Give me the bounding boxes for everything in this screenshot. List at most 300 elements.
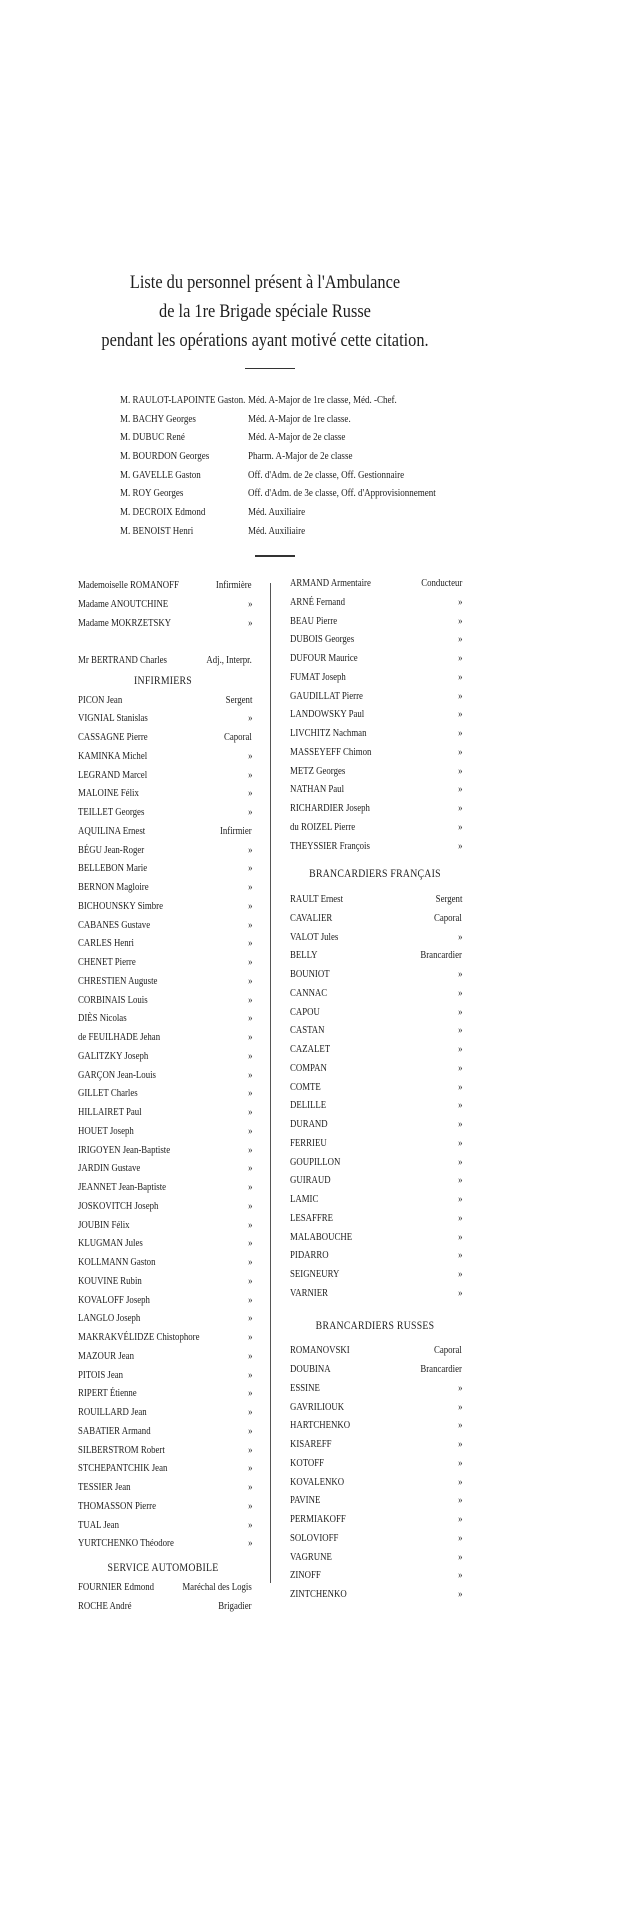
person-name: KISAREFF [290,1438,332,1450]
staff-row [120,466,520,485]
infirmiers-heading: INFIRMIERS [134,674,192,687]
person-name: CHENET Pierre [78,956,136,968]
list-item [290,1454,460,1473]
person-name: KOVALENKO [290,1475,345,1488]
list-item [78,632,248,651]
list-item [78,1234,252,1253]
list-item [290,965,460,984]
person-name: PAVINE [290,1494,321,1507]
list-item [78,1403,252,1422]
list-item [78,747,252,766]
list-item [290,1153,460,1172]
list-item [78,934,252,953]
person-name: CASTAN [290,1024,325,1037]
person-role: » [457,1494,462,1507]
list-item [78,691,252,710]
staff-name: M. BACHY Georges [120,412,196,425]
person-role: » [247,1218,252,1231]
staff-row [120,391,520,410]
person-name: ROUILLARD Jean [78,1406,147,1418]
person-role: » [457,1286,462,1299]
person-role: » [247,1406,252,1418]
person-name: KOVALOFF Joseph [78,1293,150,1306]
list-item [290,1078,460,1097]
list-item [290,1529,460,1548]
person-name: BEAU Pierre [290,614,338,627]
title-ornament [245,368,295,369]
person-name: LIVCHITZ Nachman [290,727,367,739]
staff-row [120,428,520,447]
person-name: STCHEPANTCHIK Jean [78,1462,168,1475]
person-role: » [457,1531,462,1544]
person-name: KLUGMAN Jules [78,1237,143,1250]
person-role: » [247,1106,252,1118]
list-item [78,651,252,670]
person-name: SILBERSTROM Robert [78,1443,165,1456]
person-name: MASSEYEFF Chimon [290,745,372,758]
person-role: Infirmier [220,824,252,837]
person-role: » [247,1087,252,1100]
person-role: » [457,1155,462,1168]
person-role: » [247,1124,252,1137]
person-role: » [247,881,252,893]
person-name: TESSIER Jean [78,1481,131,1493]
person-role: » [247,1012,252,1025]
list-item [290,1209,460,1228]
person-name: GAUDILLAT Pierre [290,689,363,702]
staff-row [120,522,520,541]
person-role: » [247,1312,252,1325]
list-item [78,803,252,822]
person-name: Mademoiselle ROMANOFF [78,579,179,591]
right-column [290,574,460,1604]
person-name: BERNON Magloire [78,881,149,893]
person-role: » [457,1475,462,1488]
staff-row [120,447,520,466]
person-name: DUBOIS Georges [290,633,355,646]
list-item [290,705,460,724]
list-item [290,687,460,706]
person-role: » [457,1588,462,1600]
person-name: PERMIAKOFF [290,1513,346,1525]
person-role: » [247,1462,252,1475]
person-role: » [247,1274,252,1287]
list-item [78,1122,252,1141]
person-role: » [457,802,462,814]
person-role: » [247,1443,252,1456]
person-name: TEILLET Georges [78,806,145,818]
person-role: » [457,783,462,796]
list-item [78,972,252,991]
list-item [290,780,460,799]
person-name: DUFOUR Maurice [290,652,358,664]
person-role: » [457,1061,462,1074]
person-role: » [247,1143,252,1156]
list-item [78,766,252,785]
person-name: GILLET Charles [78,1087,138,1100]
person-name: JOSKOVITCH Joseph [78,1199,159,1212]
list-item [78,1253,252,1272]
person-role: » [457,1118,462,1130]
document-title [89,268,442,355]
list-item [290,1548,460,1567]
person-role: » [457,1043,462,1055]
list-item [290,890,460,909]
person-role: » [457,1569,462,1582]
person-name: BICHOUNSKY Simbre [78,899,163,912]
person-name: MAKRAKVÉLIDZE Chistophore [78,1331,200,1343]
person-name: METZ Georges [290,764,346,777]
person-name: PIDARRO [290,1249,329,1262]
staff-role: Off. d'Adm. de 2e classe, Off. Gestionnaire [248,468,405,481]
brancardiers-russes-heading: BRANCARDIERS RUSSES [315,1319,435,1332]
person-name: RAULT Ernest [290,893,344,905]
person-name: HOUET Joseph [78,1124,134,1137]
staff-row [120,410,520,429]
person-name: HILLAIRET Paul [78,1106,142,1118]
person-name: ARNÉ Fernand [290,595,345,608]
list-item [78,1534,252,1553]
title-line-1: Liste du personnel présent à l'Ambulance [129,272,401,293]
person-name: FOURNIER Edmond [78,1580,155,1593]
person-name: JEANNET Jean-Baptiste [78,1181,167,1193]
list-item [290,649,460,668]
column-divider [270,583,271,1583]
list-item [290,1360,460,1379]
person-name: FERRIEU [290,1136,327,1149]
list-item [290,1379,460,1398]
person-name: ESSINE [290,1381,320,1394]
person-role: Brigadier [218,1599,252,1612]
list-item [78,1516,252,1535]
list-item [78,859,252,878]
person-role: Brancardier [420,949,462,962]
left-column [78,576,252,1615]
person-name: ARMAND Armentaire [290,577,371,589]
person-name: JOUBIN Félix [78,1218,130,1231]
person-name: FUMAT Joseph [290,670,346,683]
list-item [78,1178,252,1197]
person-name: VARNIER [290,1286,328,1299]
person-role: » [457,745,462,758]
person-role: Sergent [225,693,252,706]
person-role: » [247,956,252,968]
person-name: COMTE [290,1080,321,1093]
list-item [290,1473,460,1492]
list-item [78,1141,252,1160]
person-name: BOUNIOT [290,968,330,980]
list-item [78,1384,252,1403]
person-name: GAVRILIOUK [290,1400,345,1413]
list-item [78,953,252,972]
person-role: » [457,1438,462,1450]
person-name: SEIGNEURY [290,1268,340,1280]
person-role: » [457,1005,462,1018]
person-name: PICON Jean [78,693,123,706]
person-role: » [457,1419,462,1432]
list-item [78,897,252,916]
person-role: » [247,1424,252,1437]
person-role: » [457,595,462,608]
person-role: » [457,1249,462,1262]
list-item [290,799,460,818]
list-item [290,762,460,781]
list-item [78,576,252,595]
list-item [78,1084,252,1103]
person-role: » [247,1256,252,1268]
list-item [290,1566,460,1585]
person-role: » [247,974,252,987]
list-item [78,1216,252,1235]
list-item [78,784,252,803]
person-name: RICHARDIER Joseph [290,802,370,814]
list-item [78,878,252,897]
person-name: Madame MOKRZETSKY [78,616,172,629]
person-role: » [247,993,252,1006]
person-name: CABANES Gustave [78,918,151,931]
staff-row [120,484,520,503]
staff-name: M. GAVELLE Gaston [120,468,201,481]
person-role: » [247,1349,252,1362]
person-role: » [247,1181,252,1193]
person-name: PITOIS Jean [78,1368,124,1381]
person-role: » [457,1099,462,1112]
person-name: GALITZKY Joseph [78,1049,149,1062]
person-role: » [247,1031,252,1043]
person-role: » [457,1136,462,1149]
person-role: » [457,1400,462,1413]
list-item [78,614,252,633]
person-name: RIPERT Étienne [78,1387,137,1400]
spacer [290,1303,460,1317]
list-item [290,1096,460,1115]
person-role: » [457,652,462,664]
list-item [290,1115,460,1134]
list-item [78,822,252,841]
person-role: Caporal [434,911,462,924]
person-role: » [247,1293,252,1306]
person-role: » [457,614,462,627]
person-name: VIGNIAL Stanislas [78,712,148,725]
list-item [290,1171,460,1190]
person-name: BELLY [290,949,318,962]
person-role: » [247,787,252,800]
staff-role: Off. d'Adm. de 3e classe, Off. d'Approvisionnement [248,487,436,500]
person-role: Sergent [435,893,462,905]
person-name: SABATIER Armand [78,1424,151,1437]
list-item [78,1459,252,1478]
list-item [78,1366,252,1385]
list-item [290,1059,460,1078]
person-role: » [457,930,462,943]
list-item [78,991,252,1010]
list-item [290,1341,460,1360]
staff-name: M. BOURDON Georges [120,450,210,463]
list-item [78,709,252,728]
person-name: JARDIN Gustave [78,1162,141,1175]
person-role: » [457,1230,462,1243]
person-name: MALOINE Félix [78,787,139,800]
officer-list [120,391,520,541]
person-name: ROMANOVSKI [290,1344,350,1357]
person-name: KAMINKA Michel [78,749,148,762]
list-item [290,1134,460,1153]
person-name: LESAFFRE [290,1211,334,1224]
person-role: Conducteur [420,577,462,589]
person-role: » [247,1049,252,1062]
person-name: Mr BERTRAND Charles [78,654,167,666]
person-name: CASSAGNE Pierre [78,731,148,743]
list-item [290,1246,460,1265]
person-name: DELILLE [290,1099,327,1112]
person-name: CORBINAIS Louis [78,993,148,1006]
list-item [290,743,460,762]
staff-row [120,503,520,522]
list-item [290,1416,460,1435]
person-name: ZINTCHENKO [290,1588,347,1600]
list-item [290,1284,460,1303]
person-role: » [457,968,462,980]
staff-role: Méd. A-Major de 1re classe, Méd. -Chef. [248,394,397,406]
person-role: » [457,1211,462,1224]
list-item [290,724,460,743]
person-name: DIÈS Nicolas [78,1012,127,1025]
person-role: » [457,1550,462,1563]
person-role: » [457,1024,462,1037]
list-item [78,1347,252,1366]
list-item [290,837,460,856]
person-role: » [457,1381,462,1394]
person-name: COMPAN [290,1061,327,1074]
person-role: » [247,937,252,950]
person-name: YURTCHENKO Théodore [78,1537,174,1550]
staff-name: M. DUBUC René [120,431,185,444]
person-role: Maréchal des Logis [182,1580,252,1593]
person-name: LANGLO Joseph [78,1312,141,1325]
person-name: de FEUILHADE Jehan [78,1031,161,1043]
list-item [290,1190,460,1209]
person-role: » [247,1162,252,1175]
person-name: TUAL Jean [78,1518,119,1531]
person-role: » [247,1331,252,1343]
person-role: » [247,862,252,875]
staff-role: Pharm. A-Major de 2e classe [248,450,353,463]
list-item [78,728,252,747]
list-item [290,946,460,965]
person-name: KOTOFF [290,1456,325,1469]
person-role: » [247,712,252,725]
person-name: VALOT Jules [290,930,339,943]
list-item [78,1066,252,1085]
list-item [78,841,252,860]
person-role: » [247,1368,252,1381]
person-name: HARTCHENKO [290,1419,351,1432]
person-role: » [247,1499,252,1512]
list-item [78,1047,252,1066]
person-role: » [457,670,462,683]
list-item [290,630,460,649]
person-name: LANDOWSKY Paul [290,708,365,721]
person-role: » [457,727,462,739]
person-role: » [247,918,252,931]
person-role: » [247,1518,252,1531]
list-item [78,1309,252,1328]
person-role: » [457,820,462,833]
list-item [290,1510,460,1529]
person-name: ZINOFF [290,1569,321,1582]
list-item [78,1497,252,1516]
list-item [78,1028,252,1047]
person-role: » [457,1456,462,1469]
person-role: » [247,597,252,610]
person-name: AQUILINA Ernest [78,824,146,837]
person-role: Adj., Interpr. [206,654,252,666]
person-name: ROCHE André [78,1599,132,1612]
list-item [290,668,460,687]
staff-name: M. ROY Georges [120,487,184,500]
list-item [78,1291,252,1310]
person-name: LEGRAND Marcel [78,768,148,781]
list-item [290,593,460,612]
person-name: KOLLMANN Gaston [78,1256,156,1268]
person-name: THEYSSIER François [290,839,370,852]
person-role: » [247,1199,252,1212]
person-role: Caporal [224,731,252,743]
list-item [290,1491,460,1510]
person-name: CARLES Henri [78,937,134,950]
person-name: MALABOUCHE [290,1230,353,1243]
title-line-3: pendant les opérations ayant motivé cette citation. [101,330,429,351]
section-ornament [255,555,295,557]
person-role: Caporal [434,1344,462,1357]
staff-name: M. BENOIST Henri [120,524,194,537]
person-role: » [247,806,252,818]
list-item [290,984,460,1003]
list-item [78,1103,252,1122]
person-name: GARÇON Jean-Louis [78,1068,156,1081]
person-name: DURAND [290,1118,328,1130]
list-item [78,1578,252,1597]
list-item [290,1435,460,1454]
person-role: » [457,1193,462,1205]
person-name: CHRESTIEN Auguste [78,974,158,987]
list-item [290,818,460,837]
person-role: » [247,768,252,781]
list-item [290,1265,460,1284]
list-item [290,1003,460,1022]
person-role: » [457,633,462,646]
person-role: » [457,689,462,702]
person-name: Madame ANOUTCHINE [78,597,169,610]
list-item [290,1021,460,1040]
person-name: BÉGU Jean-Roger [78,843,145,856]
person-role: » [247,1387,252,1400]
person-name: BELLEBON Marie [78,862,148,875]
person-role: » [457,1513,462,1525]
list-item [290,1228,460,1247]
service-automobile-heading: SERVICE AUTOMOBILE [107,1562,219,1574]
person-role: » [457,708,462,721]
list-item [78,1441,252,1460]
list-item [78,1328,252,1347]
person-role: » [247,1537,252,1550]
person-name: CAPOU [290,1005,320,1018]
list-item [78,1009,252,1028]
person-role: Infirmière [216,579,252,591]
person-role: » [457,839,462,852]
brancardiers-francais-heading: BRANCARDIERS FRANÇAIS [309,868,441,881]
person-name: IRIGOYEN Jean-Baptiste [78,1143,171,1156]
